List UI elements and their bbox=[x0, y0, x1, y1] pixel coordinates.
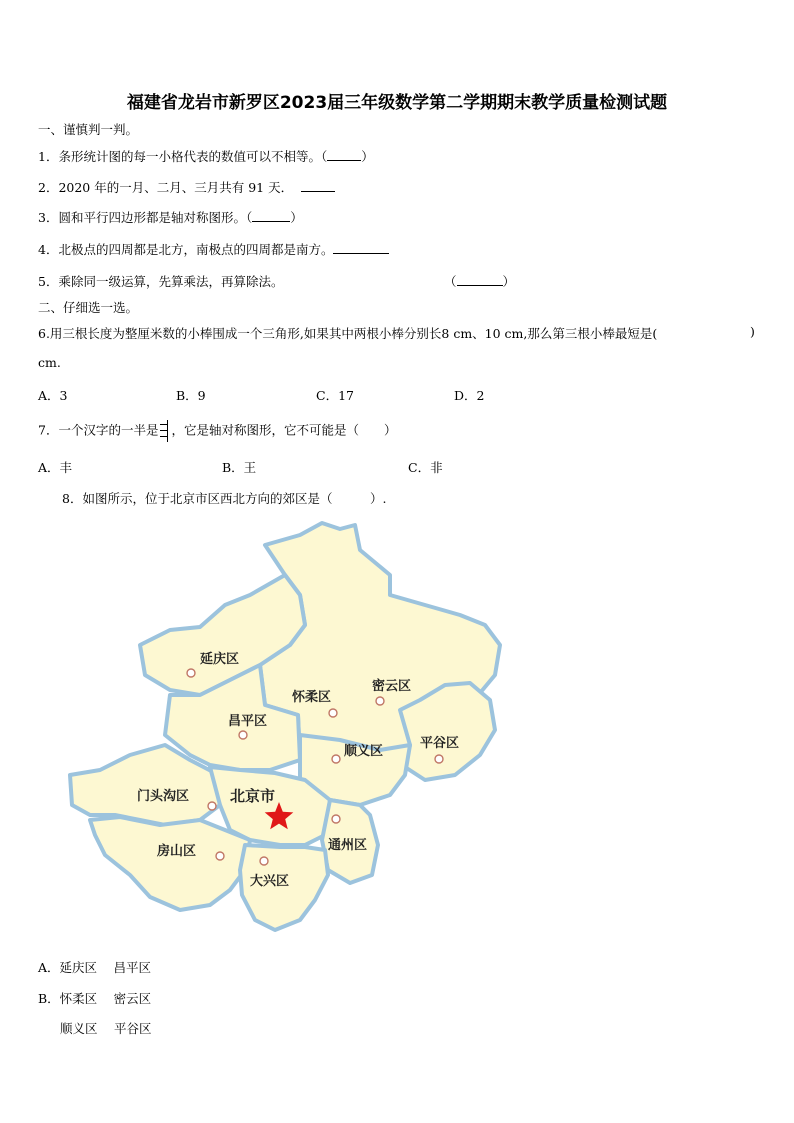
question-4: 4．北极点的四周都是北方，南极点的四周都是南方。 bbox=[38, 240, 389, 258]
answer-blank[interactable] bbox=[301, 180, 335, 192]
huairou-dot bbox=[329, 709, 337, 717]
beijing-map bbox=[60, 515, 510, 940]
question-7: 7．一个汉字的一半是 ，它是轴对称图形，它不可能是（ ） bbox=[38, 420, 396, 442]
q8-option-b[interactable]: B．怀柔区 密云区 bbox=[38, 991, 152, 1006]
yanqing-dot bbox=[187, 669, 195, 677]
mentougou-dot bbox=[208, 802, 216, 810]
label-huairou: 怀柔区 bbox=[292, 690, 332, 705]
q7-option-a[interactable]: A．丰 bbox=[38, 460, 73, 475]
answer-blank[interactable] bbox=[327, 149, 361, 161]
shunyi-dot bbox=[332, 755, 340, 763]
label-beijing: 北京市 bbox=[230, 787, 276, 805]
label-yanqing: 延庆区 bbox=[200, 652, 240, 667]
miyun-dot bbox=[376, 697, 384, 705]
section2-heading: 二、仔细选一选。 bbox=[38, 300, 139, 315]
fangshan-dot bbox=[216, 852, 224, 860]
label-mentougou: 门头沟区 bbox=[137, 789, 190, 804]
daxing-dot bbox=[260, 857, 268, 865]
q6-option-b[interactable]: B．9 bbox=[176, 388, 206, 403]
q8-option-a[interactable]: A．延庆区 昌平区 bbox=[38, 960, 152, 975]
question-2: 2．2020 年的一月、二月、三月共有 91 天． bbox=[38, 178, 335, 196]
label-shunyi: 顺义区 bbox=[344, 744, 384, 759]
label-miyun: 密云区 bbox=[372, 679, 412, 694]
question-3: 3．圆和平行四边形都是轴对称图形。（ ） bbox=[38, 210, 303, 225]
question-1: 1．条形统计图的每一小格代表的数值可以不相等。（ ） bbox=[38, 149, 374, 164]
section1-heading: 一、谨慎判一判。 bbox=[38, 122, 139, 137]
answer-blank[interactable] bbox=[252, 210, 290, 222]
q8-option-b-line2: 顺义区 平谷区 bbox=[60, 1021, 152, 1036]
answer-blank[interactable] bbox=[333, 242, 389, 254]
changping-dot bbox=[239, 731, 247, 739]
region-fangshan bbox=[90, 817, 250, 910]
half-character-glyph bbox=[160, 420, 169, 442]
label-daxing: 大兴区 bbox=[250, 874, 290, 889]
tongzhou-dot bbox=[332, 815, 340, 823]
answer-blank[interactable] bbox=[457, 274, 503, 286]
q6-option-d[interactable]: D．2 bbox=[454, 388, 485, 403]
q6-option-a[interactable]: A．3 bbox=[38, 388, 68, 403]
question-6-line2: cm. bbox=[38, 355, 61, 370]
q7-option-b[interactable]: B．王 bbox=[222, 460, 257, 475]
page-title: 福建省龙岩市新罗区2023届三年级数学第二学期期末教学质量检测试题 bbox=[126, 93, 668, 113]
question-8: 8．如图所示，位于北京市区西北方向的郊区是（ ）. bbox=[62, 491, 387, 506]
pinggu-dot bbox=[435, 755, 443, 763]
question-5: 5．乘除同一级运算，先算乘法，再算除法。 bbox=[38, 274, 284, 289]
question-6-line1: 6.用三根长度为整厘米数的小棒围成一个三角形,如果其中两根小棒分别长8 cm、10 cm,那么第三根小棒最短是( bbox=[38, 326, 658, 341]
label-changping: 昌平区 bbox=[228, 714, 268, 729]
label-pinggu: 平谷区 bbox=[420, 736, 460, 751]
q7-option-c[interactable]: C．非 bbox=[408, 460, 443, 475]
question-5-answer: （ ） bbox=[444, 274, 516, 289]
q6-option-c[interactable]: C．17 bbox=[316, 388, 354, 403]
question-6-close: ) bbox=[750, 324, 755, 339]
label-fangshan: 房山区 bbox=[157, 844, 197, 859]
label-tongzhou: 通州区 bbox=[328, 838, 368, 853]
